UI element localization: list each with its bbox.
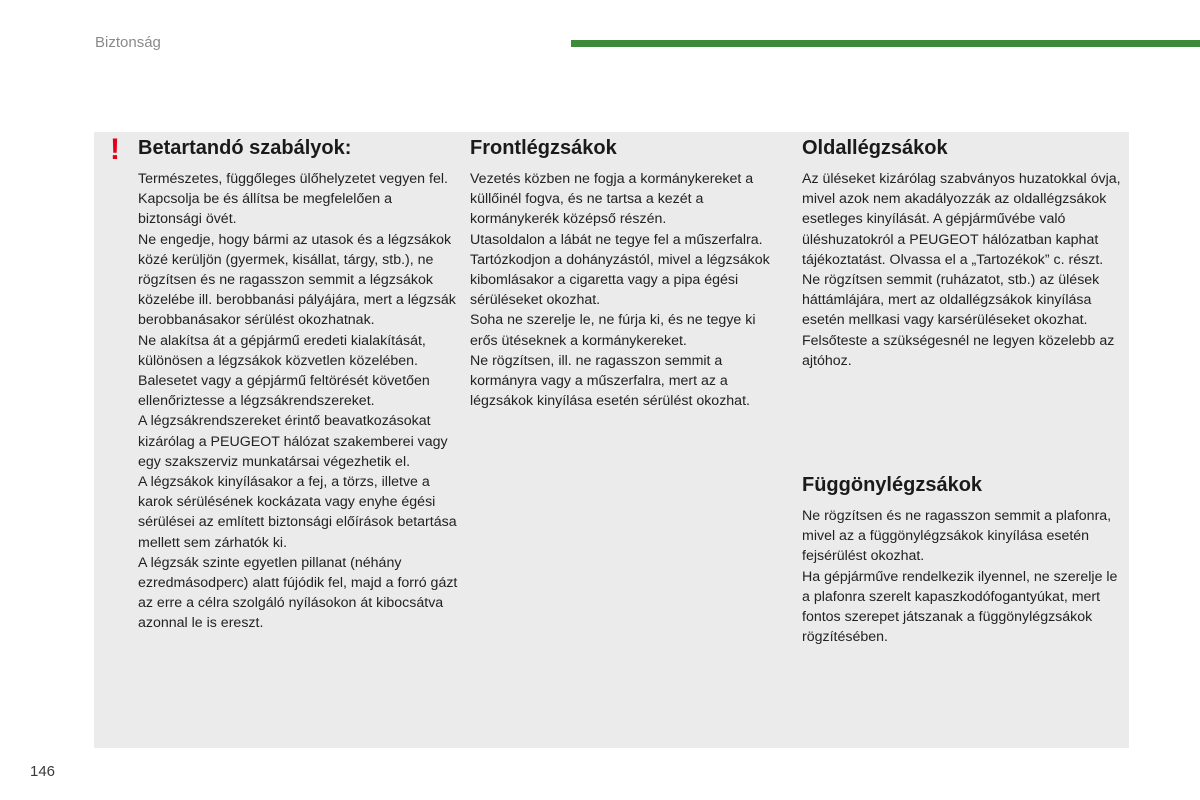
rules-paragraph: A légzsákok kinyílásakor a fej, a törzs, illetve a karok sérülésének kockázata vagy enyhe égési sérülései az említett biztonsági előírások betartása mellett sem zárhatók ki.: [138, 474, 457, 551]
section-title: Biztonság: [95, 34, 161, 51]
front-airbags-paragraph: Vezetés közben ne fogja a kormánykereket a küllőinél fogva, és ne tartsa a kezét a kormánykerék középső részén.: [470, 171, 754, 228]
front-airbags-paragraph: Utasoldalon a lábát ne tegye fel a műszerfalra.: [470, 231, 763, 248]
rules-heading: Betartandó szabályok:: [138, 137, 352, 159]
front-airbags-paragraph: Tartózkodjon a dohányzástól, mivel a légzsákok kibomlásakor a cigaretta vagy a pipa égési sérüléseket okozhat.: [470, 251, 770, 309]
side-airbags-column: [802, 136, 1122, 371]
front-airbags-column: [470, 136, 780, 411]
rules-paragraph: A légzsák szinte egyetlen pillanat (néhány ezredmásodperc) alatt fújódik fel, majd a forró gázt az erre a célra szolgáló nyílásokon át kibocsátva azonnal le is ereszt.: [138, 554, 458, 632]
side-airbags-heading: Oldallégzsákok: [802, 137, 948, 159]
front-airbags-paragraph: Ne rögzítsen, ill. ne ragasszon semmit a kormányra vagy a műszerfalra, mert az a légzsákok kinyílása esetén sérülést okozhat.: [470, 352, 750, 410]
rules-paragraph: Ne engedje, hogy bármi az utasok és a légzsákok közé kerüljön (gyermek, kisállat, tárgy, stb.), ne rögzítsen és ne ragasszon semmit a légzsákok közelébe ill. berobbanási pályájára, mert a légzsák berobbanásakor sérülést okozhatnak.: [138, 231, 456, 329]
rules-paragraph: A légzsákrendszereket érintő beavatkozásokat kizárólag a PEUGEOT hálózat szakemberei vagy egy szakszerviz munkatársai végezhetik el.: [138, 413, 448, 470]
rules-paragraph: Természetes, függőleges ülőhelyzetet vegyen fel.: [138, 171, 448, 187]
warning-icon: !: [110, 133, 120, 166]
rules-column: [138, 136, 458, 634]
page-number: 146: [30, 763, 56, 780]
side-airbags-paragraph: Az üléseket kizárólag szabványos huzatokkal óvja, mivel azok nem akadályozzák az oldallégzsákok esetleges kinyílását. A gépjárművébe való üléshuzatokról a PEUGEOT hálózatban kaphat tájékoztatást. Olvassa el a „Tartozékok” c. részt.: [802, 171, 1121, 268]
curtain-airbags-column: [802, 473, 1122, 647]
front-airbags-paragraph: Soha ne szerelje le, ne fúrja ki, és ne tegye ki erős ütéseknek a kormánykereket.: [470, 312, 756, 349]
rules-paragraph: Balesetet vagy a gépjármű feltörését követően ellenőriztesse a légzsákrendszereket.: [138, 373, 430, 410]
curtain-airbags-paragraph: Ne rögzítsen és ne ragasszon semmit a plafonra, mivel az a függönylégzsákok kinyílása esetén fejsérülést okozhat.: [802, 508, 1112, 565]
curtain-airbags-paragraph: Ha gépjárműve rendelkezik ilyennel, ne szerelje le a plafonra szerelt kapaszkodófogantyúkat, mert fontos szerepet játszanak a függönylégzsákok rögzítésében.: [802, 568, 1118, 646]
front-airbags-heading: Frontlégzsákok: [470, 137, 617, 159]
curtain-airbags-heading: Függönylégzsákok: [802, 474, 983, 496]
rules-paragraph: Kapcsolja be és állítsa be megfelelően a biztonsági övét.: [138, 191, 392, 228]
rules-paragraph: Ne alakítsa át a gépjármű eredeti kialakítását, különösen a légzsákok közvetlen közelében.: [138, 332, 426, 369]
side-airbags-paragraph: Felsőteste a szükségesnél ne legyen közelebb az ajtóhoz.: [802, 332, 1115, 369]
section-accent-bar: [571, 40, 1200, 47]
side-airbags-paragraph: Ne rögzítsen semmit (ruházatot, stb.) az ülések háttámlájára, mert az oldallégzsákok kinyílása esetén mellkasi vagy karsérüléseket okozhat.: [802, 272, 1100, 329]
